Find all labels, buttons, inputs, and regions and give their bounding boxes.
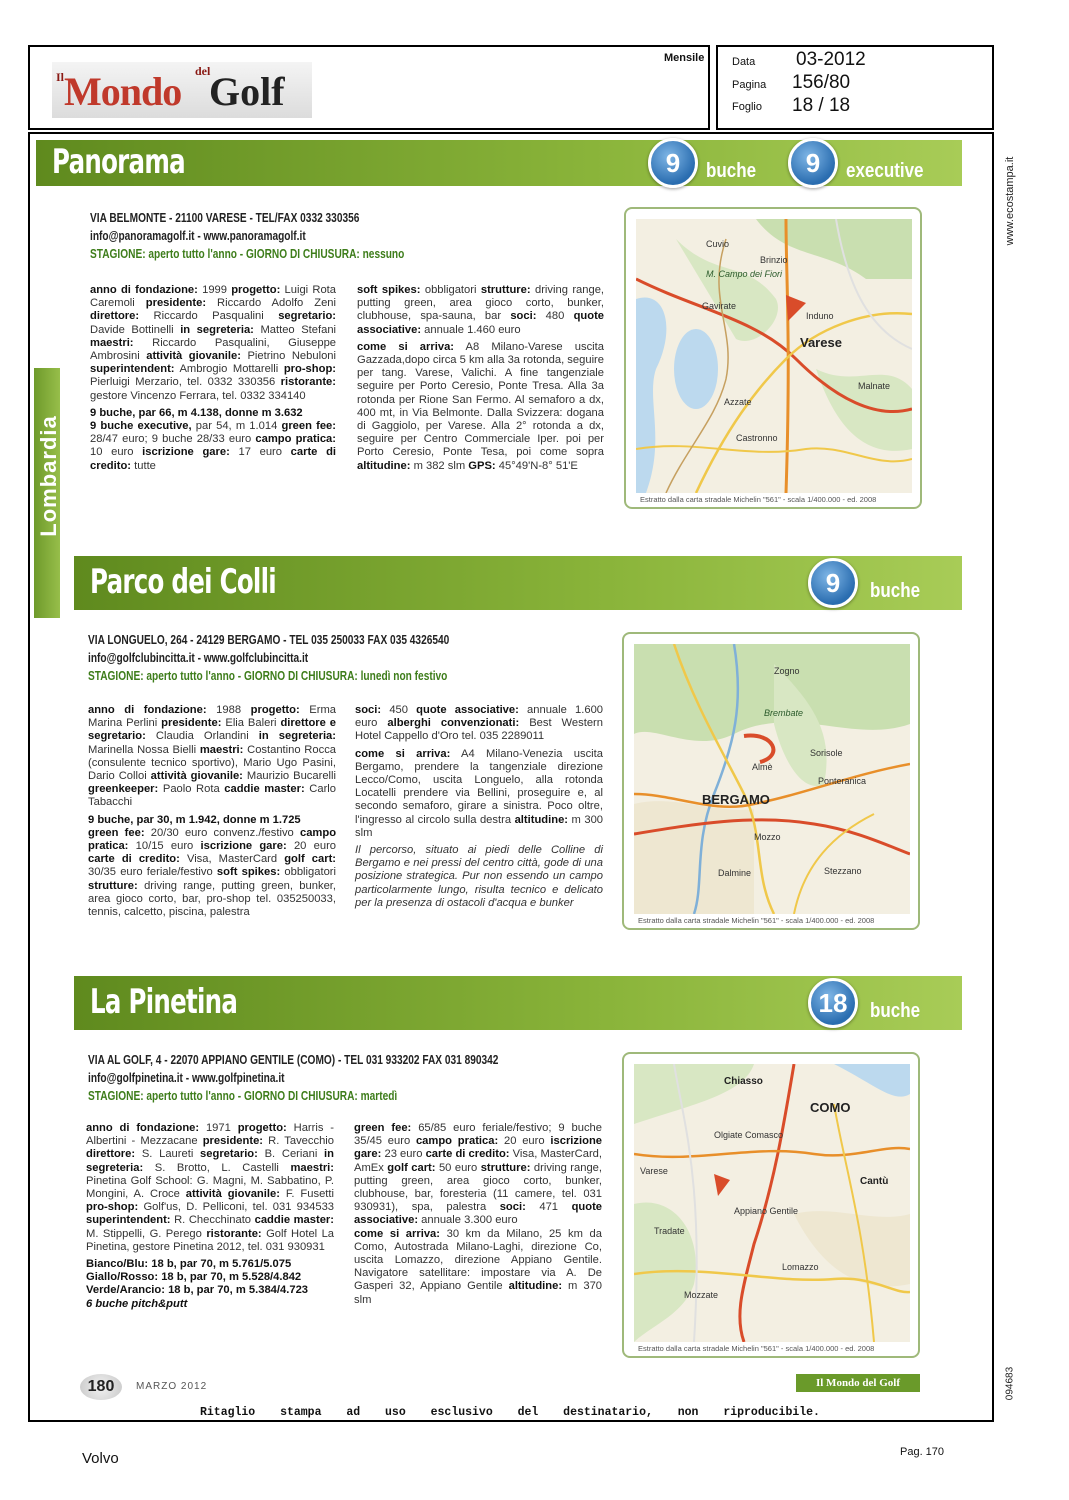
map-label: Induno xyxy=(806,311,834,321)
map-bergamo-graphic xyxy=(634,644,910,914)
club-web: info@golfclubincitta.it - www.golfclubincitta.it xyxy=(88,650,309,665)
pagina-label: Pagina xyxy=(732,79,767,91)
club-web: info@golfpinetina.it - www.golfpinetina.it xyxy=(88,1070,285,1085)
club-title: La Pinetina xyxy=(90,982,238,1022)
club-title: Parco dei Colli xyxy=(90,562,276,602)
periodicity: Mensile xyxy=(664,52,705,64)
club-banner-la-pinetina xyxy=(74,976,962,1030)
side-url: www.ecostampa.it xyxy=(1004,156,1016,246)
club-address: VIA LONGUELO, 264 - 24129 BERGAMO - TEL 035 250033 FAX 035 4326540 xyxy=(88,632,450,647)
holes-badge: 9 xyxy=(648,138,698,188)
map-caption: Estratto dalla carta stradale Michelin "561" - scala 1/400.000 - ed. 2008 xyxy=(640,495,877,504)
issue-date: MARZO 2012 xyxy=(136,1381,208,1392)
club-web: info@panoramagolf.it - www.panoramagolf.it xyxy=(90,228,306,243)
map-label: Varese xyxy=(640,1166,668,1176)
map-caption: Estratto dalla carta stradale Michelin "561" - scala 1/400.000 - ed. 2008 xyxy=(638,916,875,925)
logo-golf: Golf xyxy=(209,69,285,114)
notice-word: stampa xyxy=(280,1406,322,1419)
holes-badge: 18 xyxy=(808,978,858,1028)
page-number: 180 xyxy=(80,1374,122,1400)
club-season: STAGIONE: aperto tutto l'anno - GIORNO DI CHIUSURA: martedì xyxy=(88,1088,398,1103)
data-value: 03-2012 xyxy=(796,49,866,70)
club-season: STAGIONE: aperto tutto l'anno - GIORNO DI CHIUSURA: lunedì non festivo xyxy=(88,668,448,683)
map-label: Stezzano xyxy=(824,866,862,876)
holes-badge: 9 xyxy=(808,558,858,608)
map-label: Chiasso xyxy=(724,1076,763,1087)
notice-word: Ritaglio xyxy=(200,1406,256,1419)
map-label: Lomazzo xyxy=(782,1262,819,1272)
logo-mondo: Mondo xyxy=(64,69,182,114)
club-banner-parco-dei-colli xyxy=(74,556,962,610)
map-label: Mozzo xyxy=(754,832,781,842)
holes-label: buche xyxy=(706,160,757,182)
notice-word: riproducibile. xyxy=(723,1406,820,1419)
map-label: Cuvio xyxy=(706,239,730,249)
course-description: Il percorso, situato ai piedi delle Colline di Bergamo e nei pressi del centro città, gode di una posizione strategica. Pur non essendo un campo particolarmente lungo, risulta tecnico e delicato per la presenza di ostacoli d'acqua e bunker xyxy=(355,844,603,909)
holes-label: buche xyxy=(870,580,921,602)
clipping-notice xyxy=(200,1406,820,1419)
foglio-label: Foglio xyxy=(732,101,762,113)
map-label: Gavirate xyxy=(702,301,737,311)
notice-word: esclusivo xyxy=(430,1406,493,1419)
notice-word: del xyxy=(517,1406,539,1419)
map-bergamo xyxy=(622,632,920,930)
pag-number: Pag. 170 xyxy=(900,1446,945,1458)
data-label: Data xyxy=(732,56,756,68)
map-label: Malnate xyxy=(858,381,891,391)
map-label: Almè xyxy=(752,762,773,772)
holes-label: buche xyxy=(870,1000,921,1022)
logo-del: del xyxy=(195,64,211,78)
club-info-col-1: anno di fondazione: 1971 progetto: Harris - Albertini - Mezzacane presidente: R. Tavecchio direttore: S. Laureti segretario: B. Ceriani in segreteria: S. Brotto, L. Castelli maestri: Pinetina Golf School: G. Magni, M. Sabbatino, P. Mongini, A. Croce attività giovanile: F. Fusetti pro-shop: Golf'us, D. Pelliconi, tel. 031 934533 superintendent: R. Checchinato caddie master: M. Stippelli, G. Perego ristorante: Golf Hotel La Pinetina, gestore Pinetina 2012, tel. 031 930931 Bianco/Blu: 18 b, par 70, m 5.761/5.075 Giallo/Rosso: 18 b, par 70, m 5.528/4.842 Verde/Arancio: 18 b, par 70, m 5.384/4.723 6 buche pitch&putt xyxy=(86,1122,335,1310)
map-label: Dalmine xyxy=(718,868,752,878)
map-label: Appiano Gentile xyxy=(734,1206,799,1216)
club-title: Panorama xyxy=(52,142,185,182)
club-address: VIA BELMONTE - 21100 VARESE - TEL/FAX 0332 330356 xyxy=(90,210,360,225)
club-info-col-2: green fee: 65/85 euro feriale/festivo; 9 buche 35/45 euro campo pratica: 20 euro iscrizione gare: 23 euro carte di credito: Visa, MasterCard, AmEx golf cart: 50 euro strutture: driving range, putting green, area gioco corto, bunker, clubhouse, bar, foresteria (11 camere, tel. 031 930931), spa, palestra soci: 471 quote associative: annuale 3.300 euro come si arriva: 30 km da Milano, 25 km da Como, Autostrada Milano-Laghi, direzione Co, uscita Lomazzo, direzione Appiano Gentile. Navigatore satellitare: impostare via A. De Gasperi 32, Appiano Gentile altitudine: m 370 slm xyxy=(354,1122,603,1306)
club-banner-panorama xyxy=(36,140,962,186)
map-label: Tradate xyxy=(654,1226,685,1236)
magazine-logo xyxy=(52,62,312,118)
notice-word: non xyxy=(677,1406,699,1419)
club-season: STAGIONE: aperto tutto l'anno - GIORNO DI CHIUSURA: nessuno xyxy=(90,246,405,261)
map-label: Brembate xyxy=(764,708,804,718)
map-como-graphic xyxy=(634,1064,910,1342)
notice-word: uso xyxy=(385,1406,406,1419)
region-tab: Lombardia xyxy=(34,368,60,618)
notice-word: destinatario, xyxy=(563,1406,653,1419)
map-label: Olgiate Comasco xyxy=(714,1130,784,1140)
map-label: Varese xyxy=(800,335,842,350)
club-address: VIA AL GOLF, 4 - 22070 APPIANO GENTILE (COMO) - TEL 031 933202 FAX 031 890342 xyxy=(88,1052,499,1067)
side-code: 094683 xyxy=(1004,1366,1016,1401)
magazine-tag: Il Mondo del Golf xyxy=(796,1374,920,1392)
map-label: Castronno xyxy=(736,433,778,443)
map-varese-graphic xyxy=(636,219,912,493)
club-info-col-1: anno di fondazione: 1988 progetto: Erma Marina Perlini presidente: Elia Baleri direttore e segretario: Claudia Orlandini in segreteria: Marinella Nossa Bielli maestri: Costantino Rocca (consulente tecnico sportivo), Mario Ugo Pasini, Dario Colloi attività giovanile: Maurizio Bucarelli greenkeeper: Paolo Rota caddie master: Carlo Tabacchi 9 buche, par 30, m 1.942, donne m 1.725 green fee: 20/30 euro convenz./festivo campo pratica: 10/15 euro iscrizione gare: 20 euro carte di credito: Visa, MasterCard golf cart: 30/35 euro feriale/festivo soft spikes: obbligatori strutture: driving range, putting green, bunker, area gioco corto, bar, pro-shop tel. 035250033, tennis, calcetto, piscina, palestra xyxy=(88,704,337,919)
map-label: Cantù xyxy=(860,1176,889,1187)
map-label: Brinzio xyxy=(760,255,788,265)
executive-badge: 9 xyxy=(788,138,838,188)
map-label: BERGAMO xyxy=(702,792,770,807)
map-caption: Estratto dalla carta stradale Michelin "561" - scala 1/400.000 - ed. 2008 xyxy=(638,1344,875,1353)
club-info-col-1: anno di fondazione: 1999 progetto: Luigi Rota Caremoli presidente: Riccardo Adolfo Zeni direttore: Riccardo Pasqualini segretario: Davide Bottinelli in segreteria: Matteo Stefani maestri: Riccardo Pasqualini, Giuseppe Ambrosini attività giovanile: Pietrino Nebuloni superintendent: Ambrogio Mottarelli pro-shop: Pierluigi Merzario, tel. 0332 330356 ristorante: gestore Vincenzo Ferrara, tel. 0332 334140 9 buche, par 66, m 4.138, donne m 3.632 9 buche executive, par 54, m 1.014 green fee: 28/47 euro; 9 buche 28/33 euro campo pratica: 10 euro iscrizione gare: 17 euro carte di credito: tutte xyxy=(90,284,337,472)
map-label: Azzate xyxy=(724,397,752,407)
club-info-col-2: soci: 450 quote associative: annuale 1.600 euro alberghi convenzionati: Best Western Hotel Cappello d'Oro tel. 035 2289011 come si arriva: A4 Milano-Venezia uscita Bergamo, prendere la tangenziale direzione Lecco/Como, uscita Longuelo, alla rotonda Locatelli prendere via Bellini, proseguire e, al secondo semaforo, girare a sinistra. Poco oltre, l'ingresso al circolo sulla destra altitudine: m 300 slm Il percorso, situato ai piedi delle Colline di Bergamo e nei pressi del centro città, gode di una posizione strategica. Pur non essendo un campo particolarmente lungo, risulta tecnico e delicato per la presenza di ostacoli d'acqua e bunker xyxy=(355,704,604,909)
map-label: Mozzate xyxy=(684,1290,719,1300)
map-label: COMO xyxy=(810,1100,851,1115)
map-varese xyxy=(624,207,922,509)
executive-label: executive xyxy=(846,160,924,182)
logo-il: Il xyxy=(56,70,65,84)
club-info-col-2: soft spikes: obbligatori strutture: driving range, putting green, area gioco corto, bunker, clubhouse, spa-sauna, bar soci: 480 quote associative: annuale 1.460 euro come si arriva: A8 Milano-Varese uscita Gazzada,dopo circa 5 km alla 3a rotonda, seguire per tang. Varese, Valichi. A fine tangenziale seguire per Porto Ceresio, Ponte Tresa. Alla 3a rotonda per Rione San Fermo. Al semaforo a dx, 400 mt, in Via Belmonte. Dalla Svizzera: dogana di Gaggiolo, per Varese. Alla 2° rotonda a dx, seguire per Centro Commerciale Iper. poi per Porto Ceresio, Ponte Tesa, poi come sopra altitudine: m 382 slm GPS: 45°49'N-8° 51'E xyxy=(357,284,605,472)
pagina-value: 156/80 xyxy=(792,72,851,93)
notice-word: ad xyxy=(346,1406,361,1419)
map-label: Ponteranica xyxy=(818,776,867,786)
map-label: Sorisole xyxy=(810,748,843,758)
map-label: Zogno xyxy=(774,666,800,676)
advertiser-name: Volvo xyxy=(82,1450,119,1467)
map-como xyxy=(622,1052,920,1358)
foglio-value: 18 / 18 xyxy=(792,95,851,116)
map-label: M. Campo dei Fiori xyxy=(706,269,783,279)
